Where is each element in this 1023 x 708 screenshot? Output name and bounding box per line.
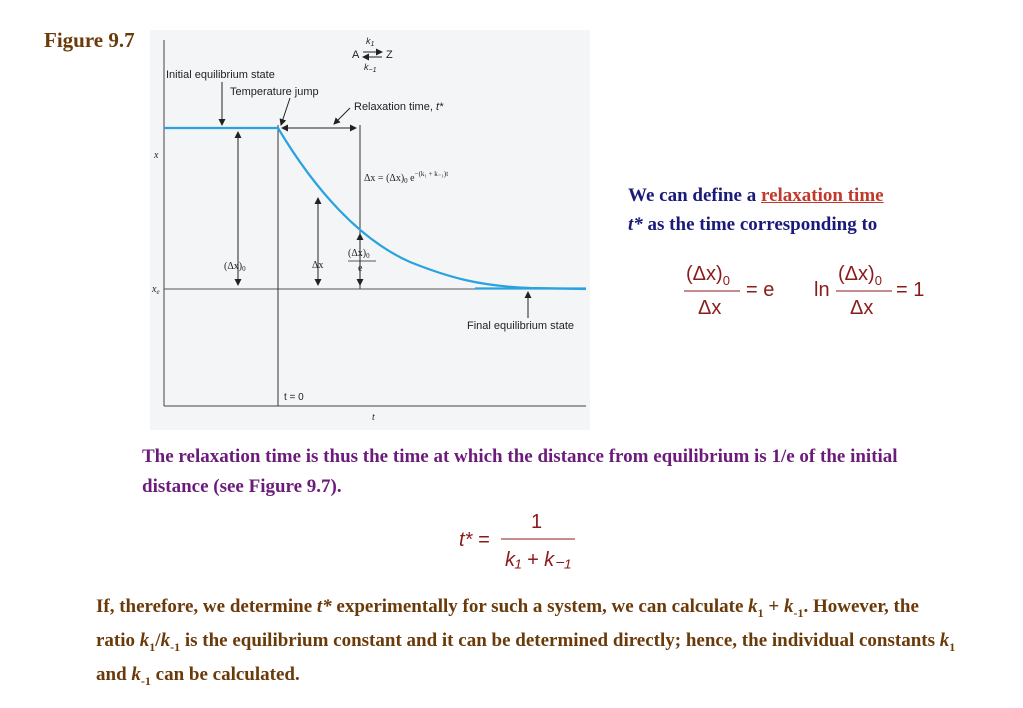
calculation-paragraph: If, therefore, we determine t* experimentally for such a system, we can calculate $k_1 + k_{-1}$. However, the ratio $k_1/k_{-1}$ is the equilibrium constant and it can be determined directly; hence, the individual constants $k_1$ and $k_{-1}$ can be calculated.: [96, 596, 956, 688]
relaxation-diagram: [150, 30, 590, 430]
figure-label: Figure 9.7: [44, 28, 135, 52]
svg-text:ln: ln: [814, 279, 830, 301]
svg-text:= 1: = 1: [896, 279, 925, 301]
axis-ye-label: $x_e$: [152, 284, 160, 296]
relaxation-time-link[interactable]: relaxation time: [761, 185, 884, 206]
label-dx: Δx: [312, 260, 324, 271]
label-tjump: Temperature jump: [230, 86, 319, 98]
definition-text: We can define a relaxation time t* as the time corresponding to: [628, 185, 884, 235]
svg-text:t* =: t* =: [459, 529, 490, 551]
ratio-equations: [682, 258, 952, 328]
label-initial: Initial equilibrium state: [166, 69, 275, 81]
axis-y-label: x: [154, 150, 159, 161]
decay-formula: $\Delta x = (\Delta x)_0$ $e^{-(k_1 + k_{-1})t}$: [364, 170, 449, 185]
label-dx0e-den: e: [358, 263, 363, 274]
reaction-z: Z: [386, 49, 393, 61]
k-reverse: $k_{-1}$: [364, 62, 377, 74]
svg-text:(Δx)0: $(\Delta x)_0$: [838, 263, 882, 288]
relaxation-explanation: The relaxation time is thus the time at which the distance from equilibrium is 1/e of the initial distance (see Figure 9.7).: [142, 446, 898, 497]
label-dx0e: $(\Delta x)_0$: [348, 248, 370, 260]
tstar-equation: [455, 508, 585, 578]
label-final: Final equilibrium state: [467, 320, 574, 332]
svg-text:k₁ + k₋₁: k₁ + k₋₁: [505, 549, 571, 571]
label-dx0: $(\Delta x)_0$: [224, 261, 246, 273]
svg-text:(Δx)0: $(\Delta x)_0$: [686, 263, 730, 288]
reaction-a: A: [352, 49, 360, 61]
axis-x-label: t: [372, 412, 375, 423]
label-t0: t = 0: [284, 392, 304, 403]
svg-text:1: 1: [531, 511, 543, 533]
label-relax: Relaxation time, t*: [354, 101, 444, 113]
svg-text:Δx: Δx: [698, 297, 722, 319]
k-forward: $k_1$: [366, 36, 375, 48]
svg-text:= e: = e: [746, 279, 775, 301]
svg-text:Δx: Δx: [850, 297, 874, 319]
